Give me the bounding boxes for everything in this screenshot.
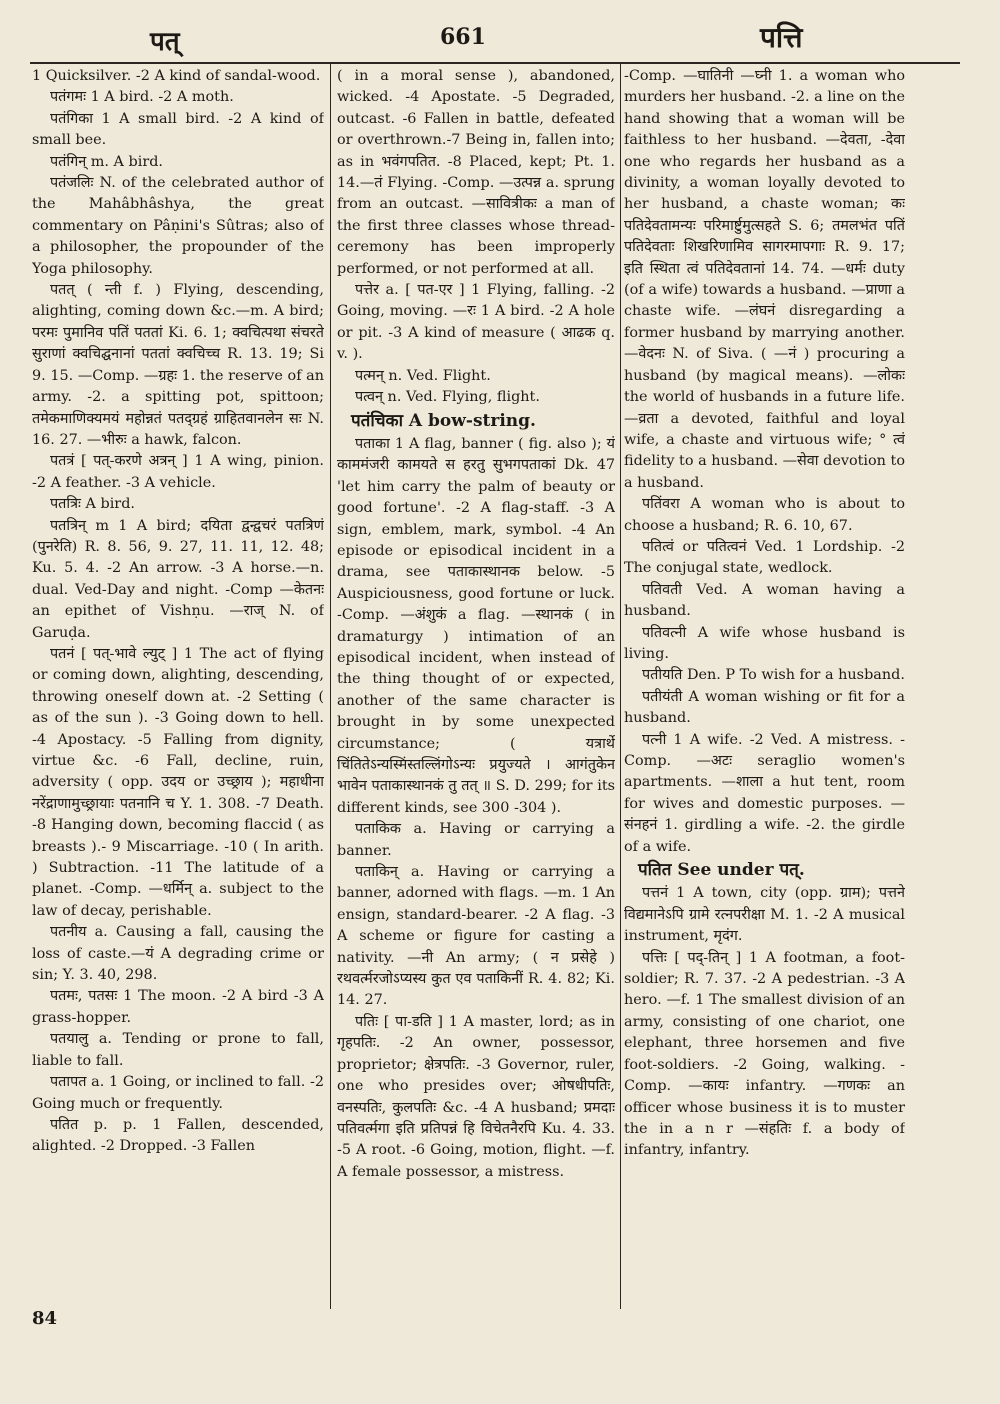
entry: पतिः [ पा-डति ] 1 A master, lord; as in गृहपतिः. -2 An owner, possessor, proprietor; क्षेत्रपतिः. -3 Governor, ruler, one who presides over; ओषधीपतिः, वनस्पतिः, कुलपतिः &c. -4 A husband; प्रमदाः पतिवर्त्मगा इति प्रतिपन्नं हि विचेतनैरपि Ku. 4. 33. -5 A root. -6 Going, motion, flight. —f. A female possessor, a mistress.	[337, 1013, 615, 1180]
entry: पतंजलिः N. of the celebrated author of the Mahâbhâshya, the great commentary on Pâṇini's Sûtras; also of a philosopher, the propounder of the Yoga philosophy.	[32, 175, 324, 277]
entry: पत्तेर a. [ पत-एर ] 1 Flying, falling. -2 Going, moving. —रः 1 A bird. -2 A hole or pit. -3 A kind of measure ( आढक q. v. ).	[337, 282, 615, 363]
entry: पताकिन् a. Having or carrying a banner, adorned with flags. —m. 1 An ensign, standard-bearer. -2 A flag. -3 A scheme or figure for casting a nativity. —नी An army; ( न प्रसेहे ) रथवर्त्मरजोऽप्यस्य कुत एव पताकिनीं R. 4. 82; Ki. 14. 27.	[337, 864, 615, 1009]
entry: ( in a moral sense ), abandoned, wicked. -4 Apostate. -5 Degraded, outcast. -6 Fallen in battle, defeated or overthrown.-7 Being in, fallen into; as in भवंगपतित. -8 Placed, kept; Pt. 1. 14.—तं Flying. -Comp. —उत्पन्न a. sprung from an outcast. —सावित्रीकः a man of the first three classes whose thread-ceremony has been improperly performed, or not performed at all.	[337, 68, 615, 277]
entry: पतिवती Ved. A woman having a husband.	[624, 581, 905, 620]
entry: पतमः, पतसः 1 The moon. -2 A bird -3 A grass-hopper.	[32, 988, 324, 1026]
entry: पतत् ( न्ती f. ) Flying, descending, alighting, coming down &c.—m. A bird; परमः पुमानिव पतिं पततां Ki. 6. 1; क्वचित्पथा संचरते सुराणां क्वचिद्घनानां पततां क्वचिच्च R. 13. 19; Si 9. 15. —Comp. —ग्रहः 1. the reserve of an army. -2. a spitting pot, spittoon; तमेकमाणिक्यमयं महोन्नतं पतद्ग्रहं ग्राहितवानलेन सः N. 16. 27. —भीरुः a hawk, falcon.	[32, 282, 324, 448]
entry: 1 Quicksilver. -2 A kind of sandal-wood.	[32, 68, 321, 84]
header-right-word: पत्ति	[760, 21, 803, 54]
entry-headword: पतंचिका A bow-string.	[351, 410, 536, 431]
entry: पतित्वं or पतित्वनं Ved. 1 Lordship. -2 The conjugal state, wedlock.	[624, 538, 905, 577]
entry: पतत्रिः A bird.	[50, 496, 135, 513]
entry: पतीयंती A woman wishing or fit for a husband.	[624, 688, 905, 727]
entry: पतिवत्नी A wife whose husband is living.	[624, 624, 905, 662]
column-divider	[330, 64, 331, 1309]
signature-mark: 84	[32, 1308, 58, 1329]
entry: पत्तिः [ पद्-तिन् ] 1 A footman, a foot-soldier; R. 7. 37. -2 A pedestrian. -3 A hero. —f. 1 The smallest division of an army, consisting of one chariot, one elephant, three horsemen and five foot-soldiers. -2 Going, walking. -Comp. —कायः infantry. —गणकः an officer whose business it is to muster the in a n r —संहतिः f. a body of infantry, infantry.	[624, 949, 905, 1159]
entry: पतित p. p. 1 Fallen, descended, alighted. -2 Dropped. -3 Fallen	[32, 1116, 324, 1155]
entry: पत्वन् n. Ved. Flying, flight.	[355, 389, 540, 406]
entry-headword: पतित See under पत्.	[638, 860, 805, 881]
entry: पतीयति Den. P To wish for a husband.	[642, 667, 905, 684]
entry: पतयालु a. Tending or prone to fall, liable to fall.	[32, 1031, 324, 1069]
page-number: 661	[440, 24, 486, 50]
column-2	[337, 66, 615, 1311]
entry: पताकिक a. Having or carrying a banner.	[337, 821, 615, 859]
entry: पताका 1 A flag, banner ( fig. also ); यं काममंजरी कामयते स हरतु सुभगपताकां Dk. 47 'let him carry the palm of beauty or good fortune'. -2 A flag-staff. -3 A sign, emblem, mark, symbol. -4 An episode or episodical incident in a drama, see पताकास्थानक below. -5 Auspiciousness, good fortune or luck. -Comp. —अंशुकं a flag. —स्थानकं ( in dramaturgy ) intimation of an episodical incident, when instead of the thing thought of or expected, another of the same character is brought in by some unexpected circumstance; ( यत्रार्थे चिंतितेऽन्यस्मिंस्तल्लिंगोऽन्यः प्रयुज्यते । आगंतुकेन भावेन पताकास्थानकं तु तत् ॥ S. D. 299; for its different kinds, see 300 -304 ).	[337, 435, 615, 816]
column-divider	[620, 64, 621, 1309]
entry: पतंगिन् m. A bird.	[50, 153, 164, 170]
entry: पतत्रिन् m 1 A bird; दयिता द्वन्द्वचरं पतत्रिणं (पुनरेति) R. 8. 56, 9. 27, 11. 11, 12. 48; Ku. 5. 4. -2 An arrow. -3 A horse.—n. dual. Ved-Day and night. -Comp —केतनः an epithet of Vishṇu. —राज् N. of Garuḍa.	[32, 517, 324, 641]
entry: पतापत a. 1 Going, or inclined to fall. -2 Going much or frequently.	[32, 1074, 324, 1112]
column-3	[624, 66, 905, 1311]
entry: पतिंवरा A woman who is about to choose a husband; R. 6. 10, 67.	[624, 496, 905, 534]
entry: पत्नी 1 A wife. -2 Ved. A mistress. -Comp. —अटः seraglio women's apartments. —शाला a hut tent, room for wives and domestic purposes. —संनहनं 1. girdling a wife. -2. the girdle of a wife.	[624, 731, 905, 855]
header-left-word: पत्	[150, 27, 180, 57]
entry: पतनं [ पत्-भावे ल्युट् ] 1 The act of flying or coming down, alighting, descending, throwing oneself down at. -2 Setting ( as of the sun ). -3 Going down to hell. -4 Apostacy. -5 Falling from dignity, virtue &c. -6 Fall, decline, ruin, adversity ( opp. उदय or उच्छ्राय ); महाधीना नरेंद्राणामुच्छ्रायाः पतनानि च Y. 1. 308. -7 Death. -8 Hanging down, becoming flaccid ( as breasts ).- 9 Miscarriage. -10 ( In arith. ) Subtraction. -11 The latitude of a planet. -Comp. —धर्मिन् a. subject to the law of decay, perishable.	[32, 645, 324, 919]
entry: पत्मन् n. Ved. Flight.	[355, 367, 491, 384]
entry: पतंगमः 1 A bird. -2 A moth.	[50, 89, 234, 106]
entry: पतनीय a. Causing a fall, causing the loss of caste.—यं A degrading crime or sin; Y. 3. 40, 298.	[32, 924, 324, 984]
entry: पतत्रं [ पत्-करणे अत्रन् ] 1 A wing, pinion. -2 A feather. -3 A vehicle.	[32, 453, 324, 491]
entry: -Comp. —घातिनी —घ्नी 1. a woman who murders her husband. -2. a line on the hand showing that a woman will be faithless to her husband. —देवता, -देवा one who regards her husband as a divinity, a woman loyally devoted to her husband, a chaste woman; कः पतिदेवतामन्यः परिमार्ष्टुमुत्सहते S. 6; तमलभंत पतिं पतिदेवताः शिखरिणामिव सागरमापगाः R. 9. 17; इति स्थिता त्वं पतिदेवतानां 14. 74. —धर्मः duty (of a wife) towards a husband. —प्राणा a chaste wife. —लंघनं disregarding a former husband by marrying another. —वेदनः N. of Siva. ( —नं ) procuring a husband (by magical means). —लोकः the world of husbands in a future life. —व्रता a devoted, faithful and loyal wife, a chaste and virtuous wife; ° त्वं fidelity to a husband. —सेवा devotion to a husband.	[624, 68, 905, 491]
header-rule	[30, 62, 960, 64]
entry: पतंगिका 1 A small bird. -2 A kind of small bee.	[32, 110, 324, 149]
entry: पत्तनं 1 A town, city (opp. ग्राम); पत्तने विद्यमानेऽपि ग्रामे रत्नपरीक्षा M. 1. -2 A musical instrument, मृदंग.	[624, 885, 905, 945]
column-1	[32, 66, 324, 1311]
